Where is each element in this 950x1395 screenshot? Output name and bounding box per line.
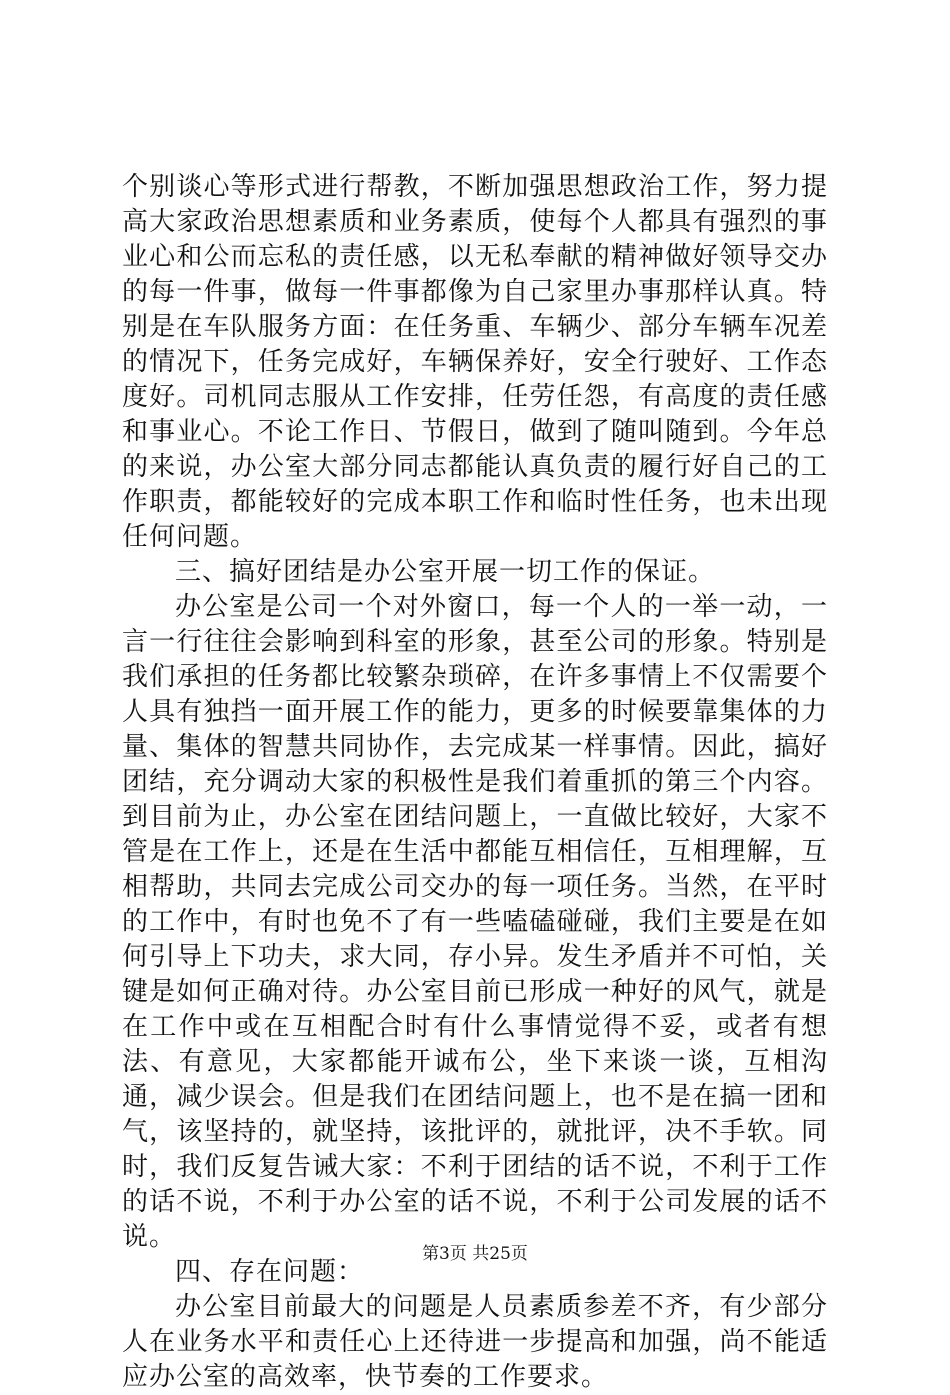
section-heading-four: 四、存在问题： — [175, 1257, 365, 1287]
paragraph-unity: 办公室是公司一个对外窗口，每一个人的一举一动，一言一行往往会影响到科室的形象，甚至公司的形象。特别是我们承担的任务都比较繁杂琐碎，在许多事情上不仅需要个人具有独挡一面开展工作的能力，更多的时候要靠集体的力量、集体的智慧共同协作，去完成某一样事情。因此，搞好团结，充分调动大家的积极性是我们着重抓的第三个内容。到目前为止，办公室在团结问题上，一直做比较好，大家不管是在工作上，还是在生活中都能互相信任，互相理解，互相帮助，共同去完成公司交办的每一项任务。当然，在平时的工作中，有时也免不了有一些嗑磕碰碰，我们主要是在如何引导上下功夫，求大同，存小异。发生矛盾并不可怕，关键是如何正确对待。办公室目前已形成一种好的风气，就是在工作中或在互相配合时有什么事情觉得不妥，或者有想法、有意见，大家都能开诚布公，坐下来谈一谈，互相沟通，减少误会。但是我们在团结问题上，也不是在搞一团和气，该坚持的，就坚持，该批评的，就批评，决不手软。同时，我们反复告诫大家：不利于团结的话不说，不利于工作的话不说，不利于办公室的话不说，不利于公司发展的话不说。 — [122, 592, 828, 1252]
document-body — [122, 170, 828, 1395]
page-number-footer: 第3页 共25页 — [422, 1244, 528, 1264]
paragraph-continuation: 个别谈心等形式进行帮教，不断加强思想政治工作，努力提高大家政治思想素质和业务素质，使每个人都具有强烈的事业心和公而忘私的责任感，以无私奉献的精神做好领导交办的每一件事，做每一件事都像为自己家里办事那样认真。特别是在车队服务方面：在任务重、车辆少、部分车辆车况差的情况下，任务完成好，车辆保养好，安全行驶好、工作态度好。司机同志服从工作安排，任劳任怨，有高度的责任感和事业心。不论工作日、节假日，做到了随叫随到。今年总的来说，办公室大部分同志都能认真负责的履行好自己的工作职责，都能较好的完成本职工作和临时性任务，也未出现任何问题。 — [122, 172, 828, 552]
section-heading-three: 三、搞好团结是办公室开展一切工作的保证。 — [175, 557, 716, 587]
paragraph-problems: 办公室目前最大的问题是人员素质参差不齐，有少部分人在业务水平和责任心上还待进一步提高和加强，尚不能适应办公室的高效率，快节奏的工作要求。 — [122, 1292, 828, 1392]
